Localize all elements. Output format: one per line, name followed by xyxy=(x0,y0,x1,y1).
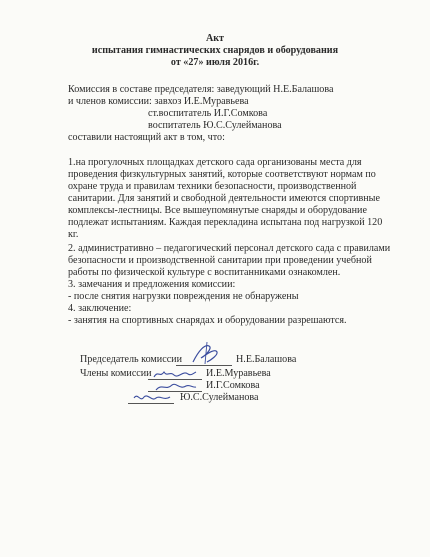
body-line: комплексы-лестницы. Все вышеупомянутые снаряды и оборудование xyxy=(68,205,367,216)
commission-members: и членов комиссии: завхоз И.Е.Муравьева xyxy=(68,96,249,107)
body-line: безопасности и производственной санитарии при проведении учебной xyxy=(68,255,372,266)
body-line: проведения физкультурных занятий, которые соответствуют нормам по xyxy=(68,169,376,180)
body-line: подлежат испытаниям. Каждая перекладина испытана под нагрузкой 120 xyxy=(68,217,383,228)
member1-name: И.Е.Муравьева xyxy=(206,368,271,379)
commission-chair: Комиссия в составе председателя: заведующий Н.Е.Балашова xyxy=(68,84,334,95)
member2-name: И.Г.Сомкова xyxy=(206,380,260,391)
document-date: от «27» июля 2016г. xyxy=(170,57,260,68)
member3-signature xyxy=(130,390,174,406)
body-line: кг. xyxy=(68,229,79,240)
body-line: санитарии. Для занятий и свободной деятельности имеются спортивные xyxy=(68,193,380,204)
body-line: - после снятия нагрузки повреждения не обнаружены xyxy=(68,291,299,302)
body-line: работы по физической культуре с воспитанниками ознакомлен. xyxy=(68,267,341,278)
document-subtitle: испытания гимнастических снарядов и оборудования xyxy=(91,45,339,56)
commission-member-3: воспитатель Ю.С.Сулейманова xyxy=(148,120,282,131)
body-line: - занятия на спортивных снарядах и оборудовании разрешаются. xyxy=(68,315,347,326)
members-label: Члены комиссии xyxy=(80,368,152,379)
chair-signature xyxy=(185,340,225,366)
body-line: 4. заключение: xyxy=(68,303,132,314)
commission-member-2: ст.воспитатель И.Г.Сомкова xyxy=(148,108,268,119)
drafted-statement: составили настоящий акт в том, что: xyxy=(68,132,225,143)
body-line: охране труда и правилам техники безопасности, производственной xyxy=(68,181,357,192)
chair-name: Н.Е.Балашова xyxy=(236,354,297,365)
body-line: 2. административно – педагогический персонал детского сада с правилами xyxy=(68,243,391,254)
chair-label: Председатель комиссии xyxy=(80,354,182,365)
body-line: 1.на прогулочных площадках детского сада организованы места для xyxy=(68,157,362,168)
member3-name: Ю.С.Сулейманова xyxy=(180,392,259,403)
document-title: Акт xyxy=(205,33,225,44)
body-line: 3. замечания и предложения комиссии: xyxy=(68,279,236,290)
